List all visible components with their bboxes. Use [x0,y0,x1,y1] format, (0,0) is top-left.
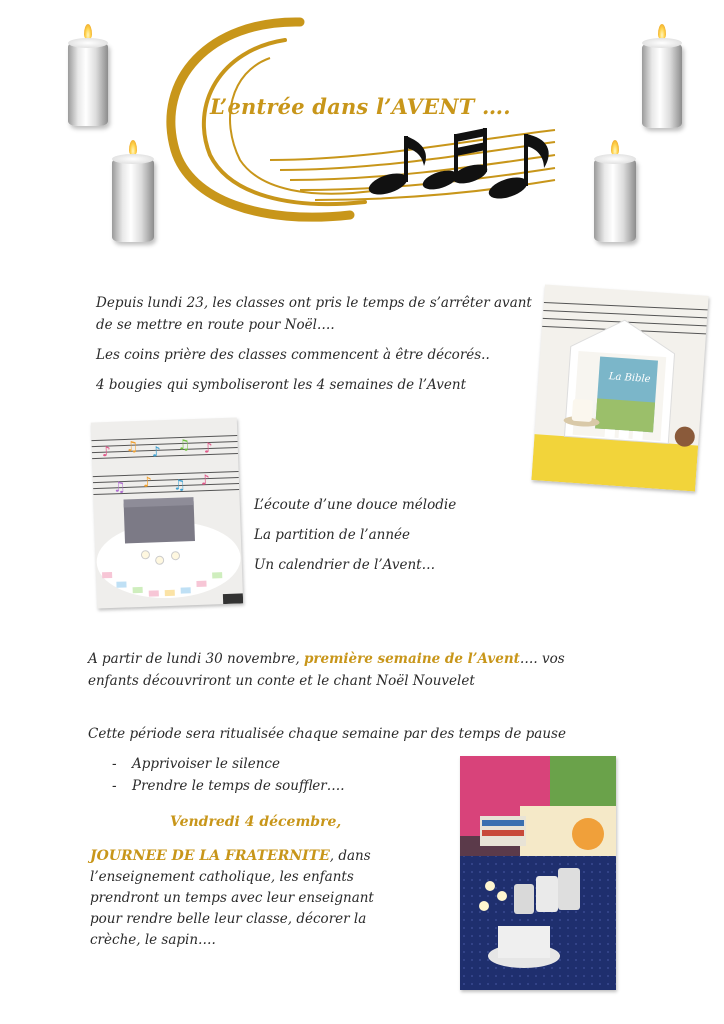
week-suffix: …. vos [519,651,565,667]
svg-text:♫: ♫ [177,437,191,454]
svg-text:♪: ♪ [142,474,153,491]
bullet-item: - Apprivoiser le silence [112,756,280,772]
week-line2: enfants découvriront un conte et le chant Noël Nouvelet [88,673,475,689]
ritual-bullets [112,756,345,800]
bullet-item: - Prendre le temps de souffler…. [112,778,345,794]
activity-item: Un calendrier de l’Avent… [254,557,436,573]
intro-text [96,292,576,396]
book-title: La Bible [608,371,651,386]
music-notes-icon [366,128,548,203]
event-line: pour rendre belle leur classe, décorer la [90,911,367,927]
intro-line: Depuis lundi 23, les classes ont pris le temps de s’arrêter avant [96,295,532,311]
ritual-intro: Cette période sera ritualisée chaque semaine par des temps de pause [88,726,566,742]
music-calendar-photo [91,418,243,609]
activities-list [254,494,456,576]
event-name: JOURNEE DE LA FRATERNITE [90,848,330,864]
page-title: L’entrée dans l’AVENT …. [210,94,511,119]
week-prefix: A partir de lundi 30 novembre, [88,651,304,667]
candle-icon [594,140,636,242]
activity-item: L’écoute d’une douce mélodie [254,497,457,513]
svg-text:♫: ♫ [125,438,139,456]
event-rest: , dans [329,848,371,864]
first-week-paragraph [88,648,648,692]
candles-table-photo [460,756,616,990]
svg-text:♪: ♪ [101,443,112,461]
svg-text:♫: ♫ [172,477,186,494]
intro-line: Les coins prière des classes commencent à être décorés.. [96,347,490,363]
event-line: crèche, le sapin…. [90,932,216,948]
svg-text:♪: ♪ [203,440,213,457]
event-date: Vendredi 4 décembre, [170,814,342,830]
candle-icon [642,24,682,128]
intro-line: de se mettre en route pour Noël…. [96,317,335,333]
event-line: prendront un temps avec leur enseignant [90,890,374,906]
music-swirl-logo [150,10,570,240]
event-line: l’enseignement catholique, les enfants [90,869,354,885]
candle-icon [68,24,108,126]
svg-text:♪: ♪ [151,444,162,461]
svg-text:♪: ♪ [200,472,211,489]
intro-line: 4 bougies qui symboliseront les 4 semaines de l’Avent [96,377,466,393]
activity-item: La partition de l’année [254,527,410,543]
event-paragraph [90,846,430,951]
prayer-corner-photo [531,285,708,492]
week-highlight: première semaine de l’Avent [303,651,520,667]
candle-icon [112,140,154,242]
svg-text:♫: ♫ [112,479,126,496]
